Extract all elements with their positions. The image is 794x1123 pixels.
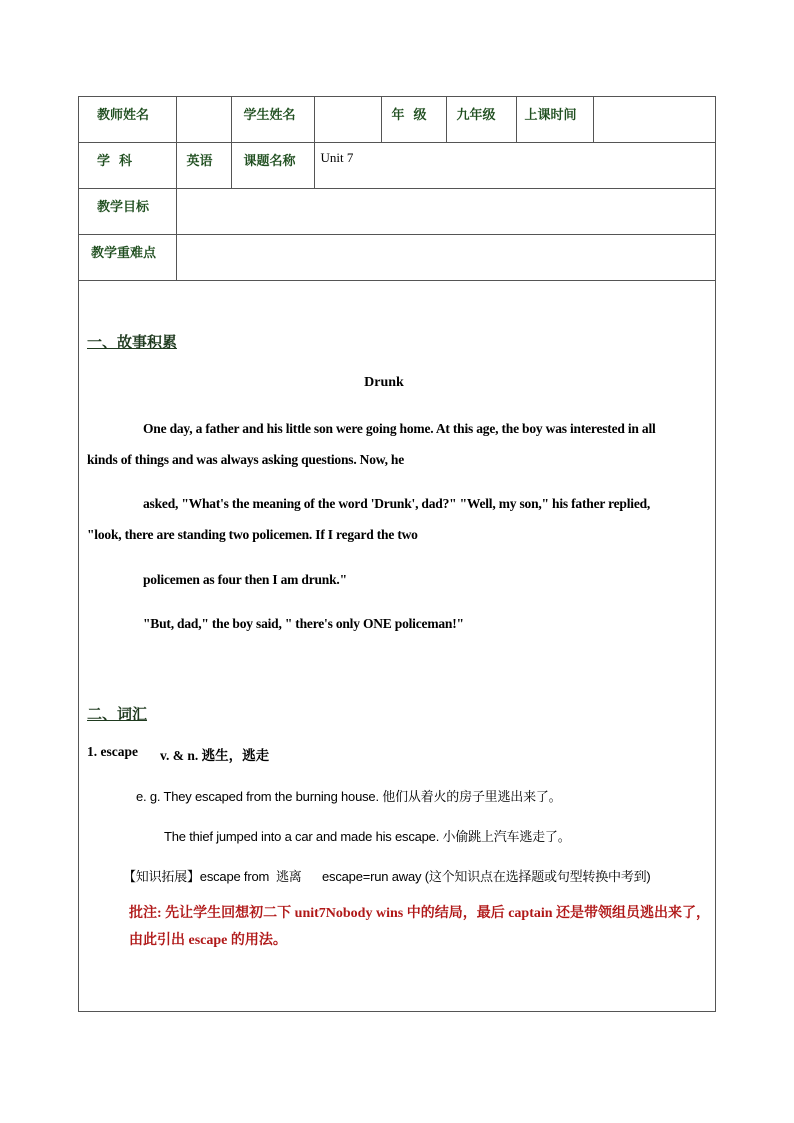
story-line-1: One day, a father and his little son were going home. At this age, the boy was interested in all	[143, 421, 656, 436]
info-row-3	[79, 189, 715, 235]
knowledge-extension: 【知识拓展】escape from 逃离 escape=run away (这个知识点在选择题或句型转换中考到)	[123, 869, 651, 884]
story-section-title: 一、故事积累	[87, 333, 178, 351]
info-row-2	[79, 143, 715, 189]
info-row-1	[79, 97, 715, 143]
story-line-6: "But, dad," the boy said, " there's only ONE policeman!"	[143, 616, 464, 631]
story-line-2: kinds of things and was always asking questions. Now, he	[87, 452, 405, 467]
example-sentence-2: The thief jumped into a car and made his escape. 小偷跳上汽车逃走了。	[164, 829, 571, 844]
teacher-name-label: 教师姓名	[97, 108, 150, 123]
story-line-4: "look, there are standing two policemen. If I regard the two	[87, 527, 418, 542]
lesson-page	[78, 96, 716, 1012]
grade-label: 年 级	[391, 108, 427, 123]
story-line-5: policemen as four then I am drunk."	[143, 572, 347, 587]
story-title: Drunk	[364, 375, 404, 390]
subject-label: 学 科	[97, 154, 133, 169]
topic-label: 课题名称	[243, 154, 296, 169]
teaching-goal-label: 教学目标	[97, 200, 150, 215]
class-time-label: 上课时间	[524, 108, 577, 123]
story-line-3: asked, "What's the meaning of the word 'Drunk', dad?" "Well, my son," his father replied,	[143, 496, 651, 511]
info-row-4	[79, 235, 715, 281]
vocab-section-title: 二、词汇	[87, 705, 148, 723]
lesson-info-table	[79, 97, 715, 281]
topic-value[interactable]: Unit 7	[320, 150, 354, 165]
vocab-item-1-word: 1. escape	[87, 744, 138, 759]
subject-value[interactable]: 英语	[186, 154, 213, 169]
key-points-label: 教学重难点	[91, 246, 157, 261]
teacher-annotation: 批注: 先让学生回想初二下 unit7Nobody wins 中的结局，最后 captain 还是带领组员逃出来了，由此引出 escape 的用法。	[129, 906, 711, 948]
example-sentence-1: e. g. They escaped from the burning house. 他们从着火的房子里逃出来了。	[136, 789, 562, 804]
student-name-label: 学生姓名	[243, 108, 296, 123]
grade-value[interactable]: 九年级	[456, 108, 496, 123]
vocab-item-1-meaning: v. & n. 逃生，逃走	[160, 748, 270, 763]
